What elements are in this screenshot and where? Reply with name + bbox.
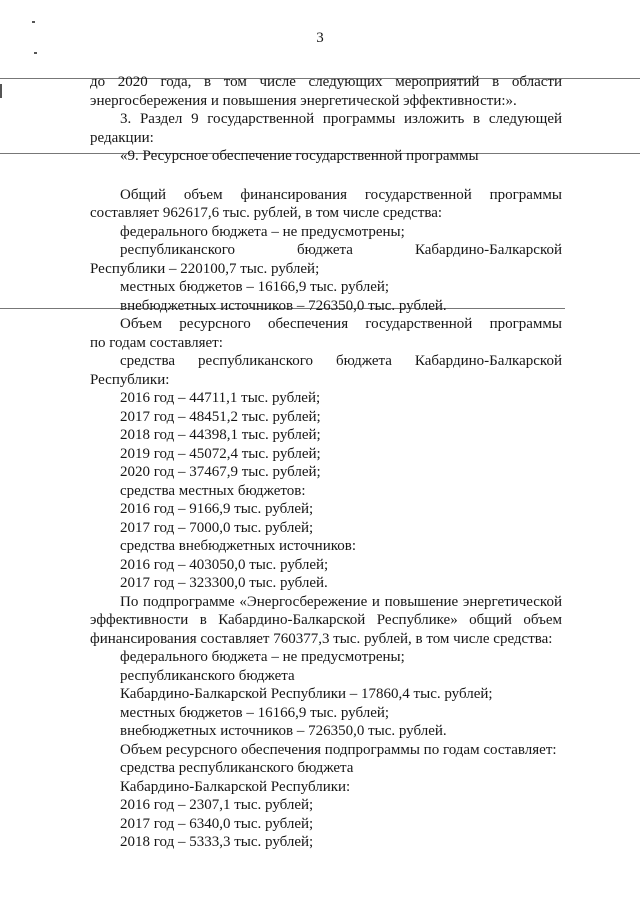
text-line: составляет 962617,6 тыс. рублей, в том числе средства: <box>90 205 443 221</box>
text-line: «9. Ресурсное обеспечение государственной программы <box>120 148 479 164</box>
text-line: 2016 год – 403050,0 тыс. рублей; <box>120 556 329 573</box>
scan-mark-top <box>32 21 35 23</box>
scan-edge-mark <box>0 84 2 98</box>
paragraph-gap <box>90 166 562 186</box>
text-line: энергосбережения и повышения энергетической эффективности:». <box>90 92 517 109</box>
text-line: 2017 год – 6340,0 тыс. рублей; <box>120 815 314 832</box>
document-body <box>90 73 562 852</box>
text-line: Республики – 220100,7 тыс. рублей; <box>90 260 320 277</box>
text-line: 2017 год – 48451,2 тыс. рублей; <box>120 408 321 425</box>
text-line: По подпрограмме «Энергосбережение и повышение энергетической <box>120 593 562 610</box>
text-line: республиканского бюджета <box>120 667 295 684</box>
text-line: средства внебюджетных источников: <box>120 538 356 554</box>
text-line: средства местных бюджетов: <box>120 482 306 499</box>
scan-mark-left <box>34 52 37 54</box>
text-line: Республики: <box>90 371 170 388</box>
text-line: финансирования составляет 760377,3 тыс. рублей, в том числе средства: <box>90 630 553 647</box>
text-line: 2019 год – 45072,4 тыс. рублей; <box>120 445 321 462</box>
text-line: до 2020 года, в том числе следующих мероприятий в области <box>90 74 562 90</box>
page-number: 3 <box>316 30 324 46</box>
text-line: средства республиканского бюджета <box>120 760 354 776</box>
text-line: федерального бюджета – не предусмотрены; <box>120 223 405 240</box>
text-line: редакции: <box>90 129 154 146</box>
text-line: Объем ресурсного обеспечения подпрограммы по годам составляет: <box>120 741 557 758</box>
text-line: внебюджетных источников – 726350,0 тыс. рублей. <box>120 297 447 314</box>
text-line: 2016 год – 9166,9 тыс. рублей; <box>120 501 314 517</box>
text-line: 2016 год – 44711,1 тыс. рублей; <box>120 390 321 406</box>
text-line: 2018 год – 5333,3 тыс. рублей; <box>120 834 314 850</box>
text-line: федерального бюджета – не предусмотрены; <box>120 649 405 665</box>
text-line: 2020 год – 37467,9 тыс. рублей; <box>120 464 321 480</box>
text-line: Общий объем финансирования государственной программы <box>120 186 562 203</box>
text-line: 2018 год – 44398,1 тыс. рублей; <box>120 427 321 443</box>
text-line: 2016 год – 2307,1 тыс. рублей; <box>120 797 314 813</box>
text-line: внебюджетных источников – 726350,0 тыс. рублей. <box>120 723 447 739</box>
text-line: республиканского бюджета Кабардино-Балкарской <box>120 242 562 258</box>
text-line: Объем ресурсного обеспечения государственной программы <box>120 316 562 332</box>
text-line: 2017 год – 323300,0 тыс. рублей. <box>120 575 328 591</box>
text-line: Кабардино-Балкарской Республики: <box>120 778 351 795</box>
text-line: эффективности в Кабардино-Балкарской Республике» общий объем <box>90 612 562 628</box>
text-line: по годам составляет: <box>90 334 223 351</box>
text-line: 3. Раздел 9 государственной программы изложить в следующей <box>120 111 562 127</box>
text-line: 2017 год – 7000,0 тыс. рублей; <box>120 519 314 536</box>
text-line: Кабардино-Балкарской Республики – 17860,4 тыс. рублей; <box>120 686 493 702</box>
text-line: местных бюджетов – 16166,9 тыс. рублей; <box>120 279 390 295</box>
text-line: местных бюджетов – 16166,9 тыс. рублей; <box>120 704 390 721</box>
text-line: средства республиканского бюджета Кабардино-Балкарской <box>120 353 562 369</box>
